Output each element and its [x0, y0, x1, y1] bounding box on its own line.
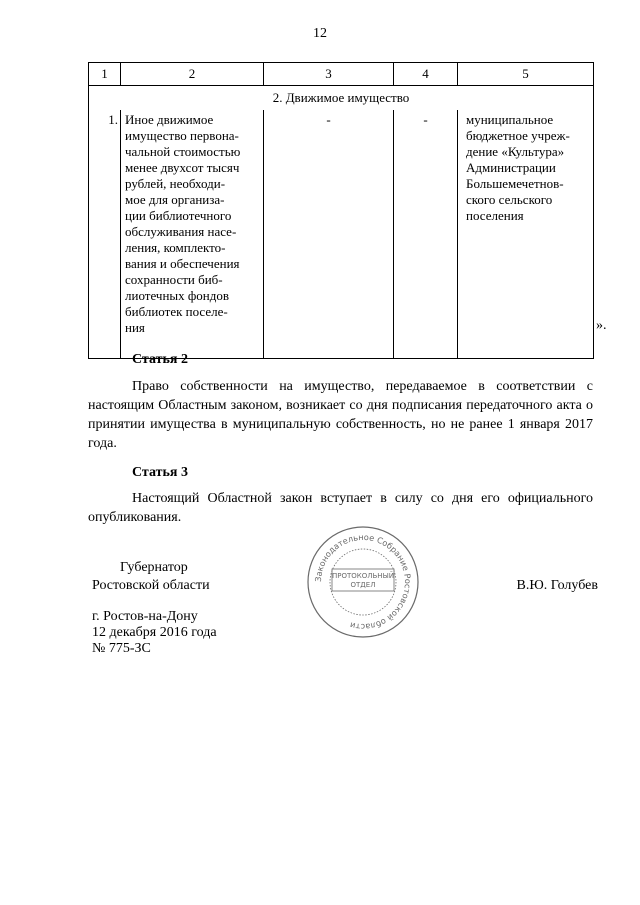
- name-line: менее двухсот тысяч: [125, 160, 240, 175]
- col4-value: -: [394, 110, 458, 358]
- owner-name: [458, 110, 594, 358]
- table-header-row: [89, 63, 594, 86]
- name-line: лиотечных фондов: [125, 288, 230, 303]
- name-line: имущество первона-: [125, 128, 239, 143]
- page-number: 12: [313, 26, 327, 41]
- owner-line: муниципальное: [466, 112, 554, 127]
- header-cell: 4: [394, 63, 458, 86]
- header-cell: 2: [121, 63, 264, 86]
- name-line: мое для организа-: [125, 192, 225, 207]
- article3-title: Статья 3: [132, 465, 188, 480]
- col3-value: -: [264, 110, 394, 358]
- name-line: вания и обеспечения: [125, 256, 240, 271]
- owner-line: бюджетное учреж-: [466, 128, 570, 143]
- seal-ring-text: Законодательное Собрание Ростовской области: [312, 531, 414, 633]
- table-row: [89, 110, 594, 358]
- section-title: 2. Движимое имущество: [89, 86, 594, 111]
- name-line: сохранности биб-: [125, 272, 223, 287]
- name-line: ления, комплекто-: [125, 240, 226, 255]
- signing-date: 12 декабря 2016 года: [92, 625, 217, 640]
- signing-city: г. Ростов-на-Дону: [92, 609, 198, 624]
- article2-title: Статья 2: [132, 352, 188, 367]
- signer-position-line2: Ростовской области: [92, 578, 210, 593]
- signer-position-line1: Губернатор: [120, 560, 188, 575]
- closing-quote: ».: [596, 318, 607, 333]
- official-seal: [306, 525, 420, 639]
- row-number: 1.: [89, 110, 121, 358]
- name-line: обслуживания насе-: [125, 224, 237, 239]
- owner-line: ского сельского: [466, 192, 553, 207]
- property-table: [88, 62, 594, 359]
- owner-line: поселения: [466, 208, 524, 223]
- seal-center-line1: ПРОТОКОЛЬНЫЙ: [331, 572, 395, 580]
- name-line: ния: [125, 320, 145, 335]
- owner-line: Администрации: [466, 160, 556, 175]
- law-number: № 775-ЗС: [92, 641, 151, 656]
- name-line: ции библиотечного: [125, 208, 232, 223]
- seal-center-line2: ОТДЕЛ: [350, 581, 376, 589]
- header-cell: 1: [89, 63, 121, 86]
- header-cell: 3: [264, 63, 394, 86]
- name-line: чальной стоимостью: [125, 144, 241, 159]
- signer-name: В.Ю. Голубев: [516, 578, 598, 593]
- section-row: [89, 86, 594, 111]
- name-line: библиотек поселе-: [125, 304, 228, 319]
- name-line: рублей, необходи-: [125, 176, 226, 191]
- property-name: [121, 110, 264, 358]
- owner-line: дение «Культура»: [466, 144, 565, 159]
- article3-text: Настоящий Областной закон вступает в силу со дня его официального опубликования.: [88, 491, 593, 525]
- owner-line: Большемечетнов-: [466, 176, 564, 191]
- article2-text: Право собственности на имущество, передаваемое в соответствии с настоящим Областным законом, возникает со дня подписания передаточного акта о принятии имущества в муниципальную собственность, но не ранее 1 января 2017 года.: [88, 379, 593, 451]
- name-line: Иное движимое: [125, 112, 214, 127]
- header-cell: 5: [458, 63, 594, 86]
